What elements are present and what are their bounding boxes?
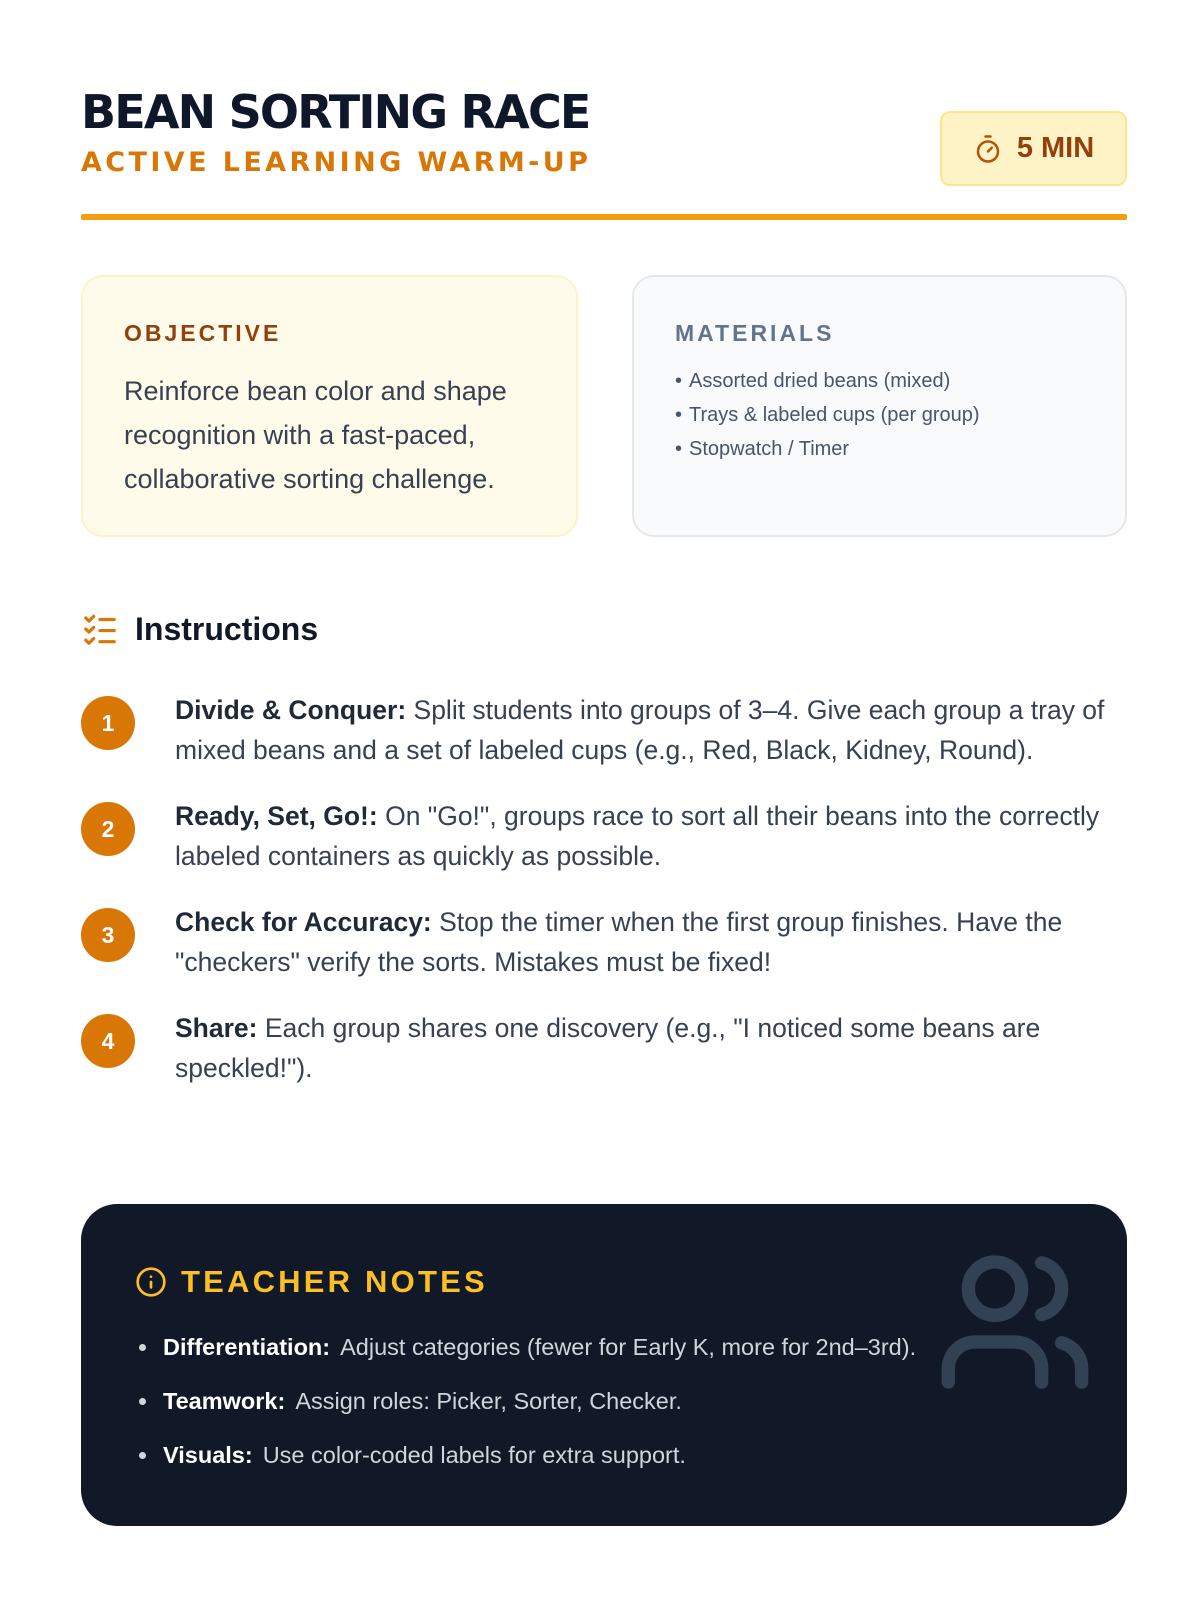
header-divider bbox=[81, 214, 1127, 220]
page-subtitle: ACTIVE LEARNING WARM-UP bbox=[81, 147, 592, 178]
teacher-notes-heading bbox=[135, 1264, 488, 1300]
step-description: Stop the timer when the first group finishes. Have the "checkers" verify the sorts. Mistakes must be fixed! bbox=[175, 907, 1063, 977]
step-description: On "Go!", groups race to sort all their beans into the correctly labeled containers as quickly as possible. bbox=[175, 801, 1100, 871]
teacher-note-item bbox=[135, 1384, 1075, 1418]
step-number-badge: 3 bbox=[81, 908, 135, 962]
step-label: Share: bbox=[175, 1013, 258, 1043]
note-text: Use color-coded labels for extra support. bbox=[262, 1442, 686, 1468]
materials-item: • Trays & labeled cups (per group) bbox=[675, 398, 1085, 432]
materials-heading: MATERIALS bbox=[675, 320, 835, 346]
time-badge bbox=[940, 111, 1127, 186]
time-badge-label: 5 MIN bbox=[1016, 132, 1095, 164]
materials-item: • Stopwatch / Timer bbox=[675, 432, 1085, 466]
step-label: Check for Accuracy: bbox=[175, 907, 432, 937]
step-description: Each group shares one discovery (e.g., "I noticed some beans are speckled!"). bbox=[175, 1013, 1041, 1083]
note-label: Differentiation: bbox=[163, 1334, 331, 1360]
instruction-step bbox=[81, 796, 1131, 876]
instruction-step bbox=[81, 902, 1131, 982]
note-text: Assign roles: Picker, Sorter, Checker. bbox=[295, 1388, 682, 1414]
materials-item: • Assorted dried beans (mixed) bbox=[675, 364, 1085, 398]
teacher-notes-list bbox=[135, 1330, 1075, 1472]
step-text bbox=[175, 902, 1131, 982]
instructions-list bbox=[81, 690, 1131, 1088]
step-text bbox=[175, 690, 1131, 770]
instruction-step bbox=[81, 690, 1131, 770]
materials-card bbox=[632, 275, 1127, 537]
instructions-heading bbox=[81, 604, 318, 654]
step-number-badge: 2 bbox=[81, 802, 135, 856]
stopwatch-icon bbox=[973, 134, 1003, 164]
step-text bbox=[175, 1008, 1131, 1088]
header bbox=[81, 84, 1127, 180]
teacher-notes-panel bbox=[81, 1204, 1127, 1526]
instruction-step bbox=[81, 1008, 1131, 1088]
step-label: Divide & Conquer: bbox=[175, 695, 407, 725]
objective-card bbox=[81, 275, 578, 537]
info-icon bbox=[135, 1266, 167, 1298]
teacher-notes-title: TEACHER NOTES bbox=[181, 1264, 488, 1299]
page-title: BEAN SORTING RACE bbox=[81, 85, 590, 139]
step-description: Split students into groups of 3–4. Give each group a tray of mixed beans and a set of labeled cups (e.g., Red, Black, Kidney, Round). bbox=[175, 695, 1105, 765]
step-label: Ready, Set, Go!: bbox=[175, 801, 378, 831]
note-label: Visuals: bbox=[163, 1442, 253, 1468]
instructions-title: Instructions bbox=[135, 610, 319, 647]
materials-list bbox=[675, 364, 1085, 466]
teacher-note-item bbox=[135, 1330, 1075, 1364]
objective-heading: OBJECTIVE bbox=[124, 320, 282, 346]
step-number-badge: 1 bbox=[81, 696, 135, 750]
step-text bbox=[175, 796, 1131, 876]
checklist-icon bbox=[81, 610, 119, 648]
objective-text: Reinforce bean color and shape recognition with a fast-paced, collaborative sorting challenge. bbox=[124, 376, 507, 494]
note-text: Adjust categories (fewer for Early K, more for 2nd–3rd). bbox=[340, 1334, 917, 1360]
note-label: Teamwork: bbox=[163, 1388, 286, 1414]
step-number-badge: 4 bbox=[81, 1014, 135, 1068]
teacher-note-item bbox=[135, 1438, 1075, 1472]
